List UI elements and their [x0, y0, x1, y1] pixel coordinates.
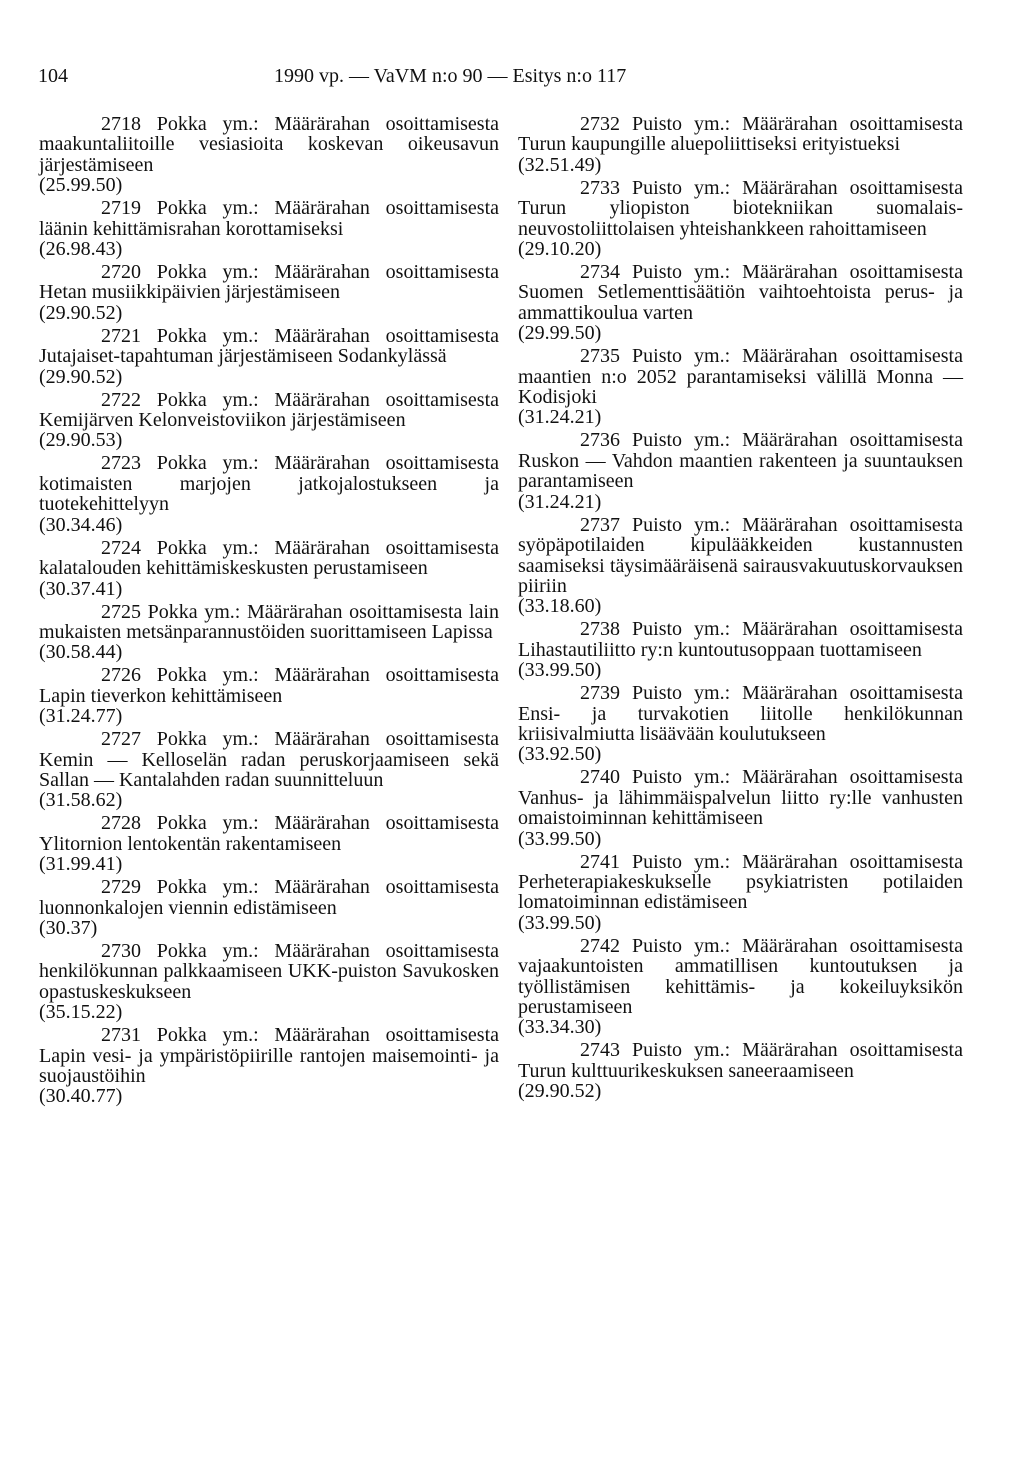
motion-entry [518, 430, 963, 512]
budget-reference: (33.99.50) [518, 659, 602, 682]
running-head: 1990 vp. — VaVM n:o 90 — Esitys n:o 117 [274, 65, 627, 87]
budget-reference: (31.24.77) [39, 705, 123, 728]
motion-text: 2728 Pokka ym.: Määrärahan osoittamisesta Ylitornion lentokentän rakentamiseen [39, 812, 499, 855]
motion-entry [39, 877, 499, 938]
motion-entry [39, 198, 499, 259]
motion-text: 2742 Puisto ym.: Määrärahan osoittamisesta vajaakuntoisten ammatillisen kuntoutuksen ja työllistämisen kehittämis- ja kokeiluyksikön perustamiseen [518, 934, 963, 1018]
motion-text: 2725 Pokka ym.: Määrärahan osoittamisesta lain mukaisten metsänparannustöiden suorittamiseen Lapissa [39, 600, 499, 643]
budget-reference: (30.37) [39, 916, 98, 939]
motion-entry [39, 813, 499, 874]
budget-reference: (31.99.41) [39, 853, 123, 876]
page-number: 104 [38, 65, 68, 87]
motion-text: 2721 Pokka ym.: Määrärahan osoittamisesta Jutajaiset-tapahtuman järjestämiseen Sodankylässä [39, 324, 499, 368]
budget-reference: (33.92.50) [518, 743, 602, 766]
budget-reference: (32.51.49) [518, 153, 602, 176]
motion-entry [39, 538, 499, 599]
budget-reference: (35.15.22) [39, 1001, 123, 1024]
motion-entry [39, 390, 499, 451]
budget-reference: (33.18.60) [518, 595, 602, 618]
motion-entry [39, 453, 499, 535]
motion-entry [518, 1040, 963, 1101]
motion-entry [39, 1025, 499, 1107]
budget-reference: (31.24.21) [518, 406, 602, 429]
motion-text: 2738 Puisto ym.: Määrärahan osoittamisesta Lihastautiliitto ry:n kuntoutusoppaan tuottamiseen [518, 618, 963, 661]
motion-text: 2735 Puisto ym.: Määrärahan osoittamisesta maantien n:o 2052 parantamiseksi välillä Monna — Kodisjoki [518, 345, 963, 409]
motion-text: 2741 Puisto ym.: Määrärahan osoittamisesta Perheterapiakeskukselle psykiatristen potilaiden lomatoiminnan edistämiseen [518, 850, 963, 914]
motion-entry [518, 178, 963, 260]
motion-entry [518, 346, 963, 428]
budget-reference: (33.99.50) [518, 911, 602, 934]
motion-text: 2734 Puisto ym.: Määrärahan osoittamisesta Suomen Setlementtisäätiön vaihtoehtoista perus- ja ammattikoulua varten [518, 261, 963, 324]
motion-text: 2743 Puisto ym.: Määrärahan osoittamisesta Turun kulttuurikeskuksen saneeraamiseen [518, 1039, 963, 1082]
budget-reference: (29.10.20) [518, 238, 602, 261]
motion-text: 2718 Pokka ym.: Määrärahan osoittamisesta maakuntaliitoille vesiasioita koskevan oikeusavun järjestämiseen [39, 113, 499, 176]
budget-reference: (31.58.62) [39, 789, 123, 812]
budget-reference: (29.90.52) [39, 301, 123, 324]
budget-reference: (26.98.43) [39, 238, 123, 261]
motion-text: 2737 Puisto ym.: Määrärahan osoittamisesta syöpäpotilaiden kipulääkkeiden kustannusten saamiseksi täysimääräisenä sairausvakuutuskorvauksen piiriin [518, 513, 963, 597]
motion-entry [518, 114, 963, 175]
motion-text: 2722 Pokka ym.: Määrärahan osoittamisesta Kemijärven Kelonveistoviikon järjestämiseen [39, 388, 499, 432]
motion-entry [518, 767, 963, 849]
motion-text: 2726 Pokka ym.: Määrärahan osoittamisesta Lapin tieverkon kehittämiseen [39, 664, 499, 707]
motion-text: 2731 Pokka ym.: Määrärahan osoittamisesta Lapin vesi- ja ympäristöpiirille rantojen maisemointi- ja suojaustöihin [39, 1024, 499, 1087]
budget-reference: (30.58.44) [39, 641, 123, 664]
right-column [518, 114, 963, 1104]
motion-text: 2723 Pokka ym.: Määrärahan osoittamisesta kotimaisten marjojen jatkojalostukseen ja tuotekehittelyyn [39, 452, 499, 516]
budget-reference: (30.34.46) [39, 513, 123, 536]
budget-reference: (29.99.50) [518, 322, 602, 345]
budget-reference: (31.24.21) [518, 490, 602, 513]
motion-text: 2736 Puisto ym.: Määrärahan osoittamisesta Ruskon — Vahdon maantien rakenteen ja suuntauksen parantamiseen [518, 429, 963, 493]
motion-entry [39, 665, 499, 726]
motion-entry [39, 114, 499, 196]
motion-text: 2732 Puisto ym.: Määrärahan osoittamisesta Turun kaupungille aluepoliittiseksi erityistueksi [518, 113, 963, 156]
motion-text: 2724 Pokka ym.: Määrärahan osoittamisesta kalatalouden kehittämiskeskusten perustamiseen [39, 536, 499, 580]
motion-text: 2740 Puisto ym.: Määrärahan osoittamisesta Vanhus- ja lähimmäispalvelun liitto ry:lle vanhusten omaistoiminnan kehittämiseen [518, 766, 963, 830]
left-column [39, 114, 499, 1109]
motion-entry [39, 729, 499, 811]
motion-text: 2727 Pokka ym.: Määrärahan osoittamisesta Kemin — Kelloselän radan peruskorjaamiseen sekä Sallan — Kantalahden radan suunnitteluun [39, 728, 499, 791]
budget-reference: (30.37.41) [39, 577, 123, 600]
motion-entry [518, 262, 963, 344]
budget-reference: (25.99.50) [39, 174, 123, 197]
motion-text: 2733 Puisto ym.: Määrärahan osoittamisesta Turun yliopiston biotekniikan suomalais-neuvostoliittolaisen yhteishankkeen rahoittamiseen [518, 176, 963, 240]
motion-text: 2720 Pokka ym.: Määrärahan osoittamisesta Hetan musiikkipäivien järjestämiseen [39, 261, 499, 304]
budget-reference: (30.40.77) [39, 1085, 123, 1108]
budget-reference: (29.90.53) [39, 429, 123, 452]
motion-entry [39, 941, 499, 1023]
motion-entry [39, 262, 499, 323]
motion-text: 2739 Puisto ym.: Määrärahan osoittamisesta Ensi- ja turvakotien liitolle henkilökunnan kriisivalmiutta lisäävään koulutukseen [518, 682, 963, 745]
motion-entry [39, 326, 499, 387]
motion-entry [518, 619, 963, 680]
motion-entry [518, 683, 963, 765]
motion-entry [518, 936, 963, 1038]
motion-text: 2719 Pokka ym.: Määrärahan osoittamisesta läänin kehittämisrahan korottamiseksi [39, 197, 499, 240]
motion-text: 2730 Pokka ym.: Määrärahan osoittamisesta henkilökunnan palkkaamiseen UKK-puiston Savukosken opastuskeskukseen [39, 939, 499, 1003]
motion-entry [518, 515, 963, 617]
budget-reference: (33.34.30) [518, 1016, 602, 1039]
page-header [38, 60, 738, 92]
budget-reference: (29.90.52) [518, 1080, 602, 1103]
motion-entry [518, 852, 963, 934]
motion-entry [39, 602, 499, 663]
budget-reference: (33.99.50) [518, 827, 602, 850]
motion-text: 2729 Pokka ym.: Määrärahan osoittamisesta luonnonkalojen viennin edistämiseen [39, 876, 499, 919]
budget-reference: (29.90.52) [39, 365, 123, 388]
